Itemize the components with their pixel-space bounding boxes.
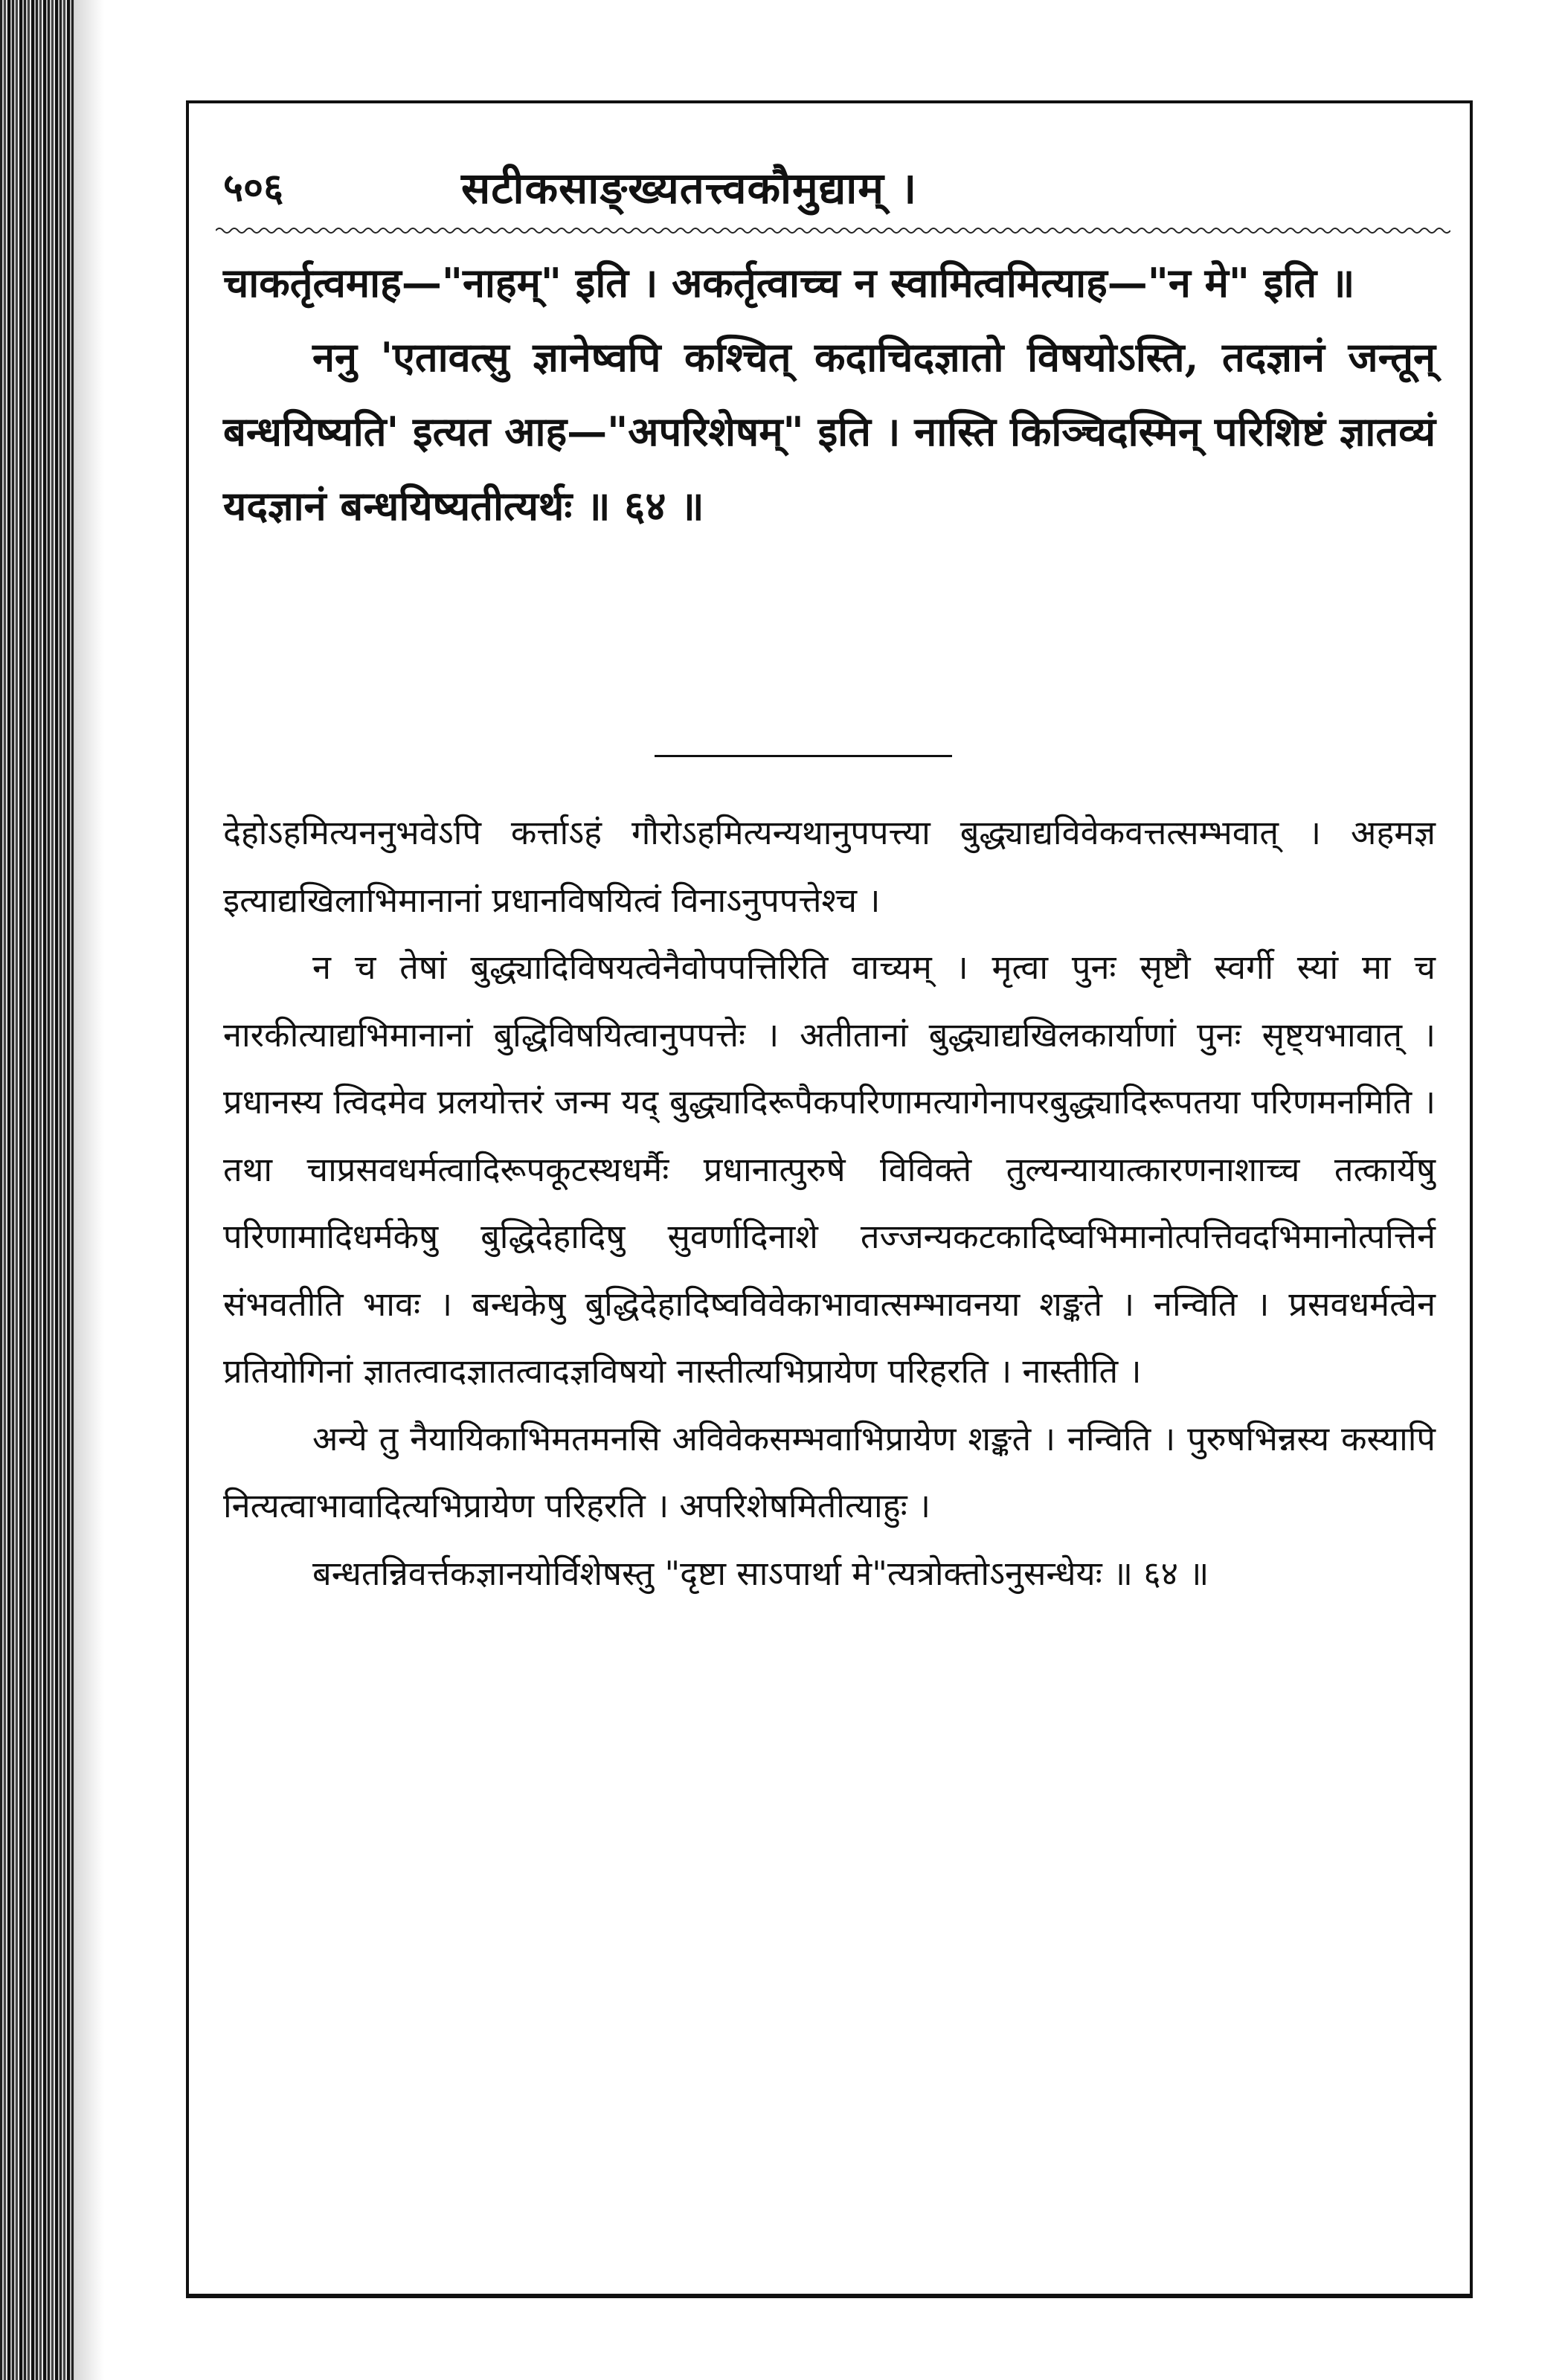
book-gutter bbox=[0, 0, 74, 2380]
notes-paragraph-2: न च तेषां बुद्ध्यादिविषयत्वेनैवोपपत्तिरिति वाच्यम् । मृत्वा पुनः सृष्टौ स्वर्गी स्यां मा च नारकीत्याद्यभिमानानां बुद्धिविषयित्वानुपपत्तेः । अतीतानां बुद्ध्याद्यखिलकार्याणां पुनः सृष्ट्यभावात् । प्रधानस्य त्विदमेव प्रलयोत्तरं जन्म यद् बुद्ध्यादिरूपैकपरिणामत्यागेनापरबुद्ध्यादिरूपतया परिणमनमिति । तथा चाप्रसवधर्मत्वादिरूपकूटस्थधर्मैः प्रधानात्पुरुषे विविक्ते तुल्यन्यायात्कारणनाशाच्च तत्कार्येषु परिणामादिधर्मकेषु बुद्धिदेहादिषु सुवर्णादिनाशे तज्जन्यकटकादिष्वभिमानोत्पत्तिवदभिमानोत्पत्तिर्न संभवतीति भावः । बन्धकेषु बुद्धिदेहादिष्वविवेकाभावात्सम्भावनया शङ्कते । नन्विति । प्रसवधर्मत्वेन प्रतियोगिनां ज्ञातत्वादज्ञातत्वादज्ञविषयो नास्तीत्यभिप्रायेण परिहरति । नास्तीति । bbox=[223, 948, 1436, 1391]
page-header bbox=[216, 152, 1450, 219]
header-wavy-rule bbox=[216, 223, 1450, 238]
page-number: ५०६ bbox=[223, 165, 284, 210]
commentary-block bbox=[223, 245, 1436, 543]
notes-block bbox=[223, 800, 1436, 1607]
running-title: सटीकसाङ्ख्यतत्त्वकौमुद्याम् । bbox=[461, 163, 918, 213]
notes-paragraph-4: बन्धतन्निवर्त्तकज्ञानयोर्विशेषस्तु "दृष्टा साऽपार्था मे"त्यत्रोक्तोऽनुसन्धेयः ॥ ६४ ॥ bbox=[312, 1553, 1209, 1593]
section-divider bbox=[655, 755, 952, 757]
commentary-paragraph-1: चाकर्तृत्वमाह—"नाहम्" इति । अकर्तृत्वाच्च न स्वामित्वमित्याह—"न मे" इति ॥ bbox=[223, 259, 1355, 306]
notes-paragraph-1: देहोऽहमित्यननुभवेऽपि कर्त्ताऽहं गौरोऽहमित्यन्यथानुपपत्त्या बुद्ध्याद्यविवेकवत्तत्सम्भवात् । अहमज्ञ इत्याद्यखिलाभिमानानां प्रधानविषयित्वं विनाऽनुपपत्तेश्च । bbox=[223, 813, 1436, 920]
notes-paragraph-3: अन्ये तु नैयायिकाभिमतमनसि अविवेकसम्भवाभिप्रायेण शङ्कते । नन्विति । पुरुषभिन्नस्य कस्यापि नित्यत्वाभावादित्यभिप्रायेण परिहरति । अपरिशेषमितीत्याहुः । bbox=[223, 1418, 1436, 1525]
gutter-shadow bbox=[74, 0, 104, 2380]
commentary-paragraph-2: ननु 'एतावत्सु ज्ञानेष्वपि कश्चित् कदाचिदज्ञातो विषयोऽस्ति, तदज्ञानं जन्तून् बन्धयिष्यति' इत्यत आह—"अपरिशेषम्" इति । नास्ति किञ्चिदस्मिन् परिशिष्टं ज्ञातव्यं यदज्ञानं बन्धयिष्यतीत्यर्थः ॥ ६४ ॥ bbox=[223, 333, 1436, 530]
